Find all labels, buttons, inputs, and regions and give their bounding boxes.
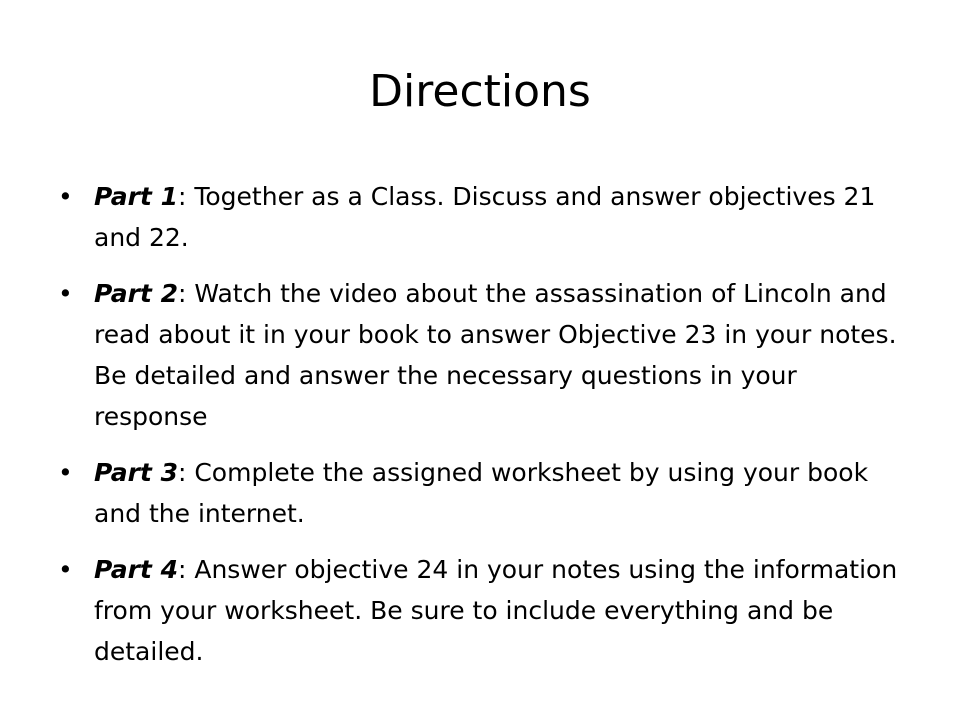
slide-title: Directions [369,66,591,117]
bullet-icon: • [58,279,73,308]
bullet-icon: • [58,458,73,487]
part-text: : Watch the video about the assassination of Lincoln and read about it in your book to answer Objective 23 in your notes. Be detailed and answer the necessary questions in your response [94,279,897,431]
part-text: : Answer objective 24 in your notes using the information from your worksheet. Be sure to include everything and be detailed. [94,555,898,666]
bullet-icon: • [58,555,73,584]
part-label: Part 4 [94,555,178,584]
part-text: : Complete the assigned worksheet by using your book and the internet. [94,458,869,528]
bullet-item-part-4 [58,549,918,672]
bullet-item-part-1 [58,176,918,258]
bullet-item-part-3 [58,452,918,534]
bullet-icon: • [58,182,73,211]
bullet-list [58,176,918,687]
bullet-item-part-2 [58,273,918,437]
part-label: Part 2 [94,279,178,308]
part-text: : Together as a Class. Discuss and answer objectives 21 and 22. [94,182,876,252]
part-label: Part 1 [94,182,178,211]
part-label: Part 3 [94,458,178,487]
